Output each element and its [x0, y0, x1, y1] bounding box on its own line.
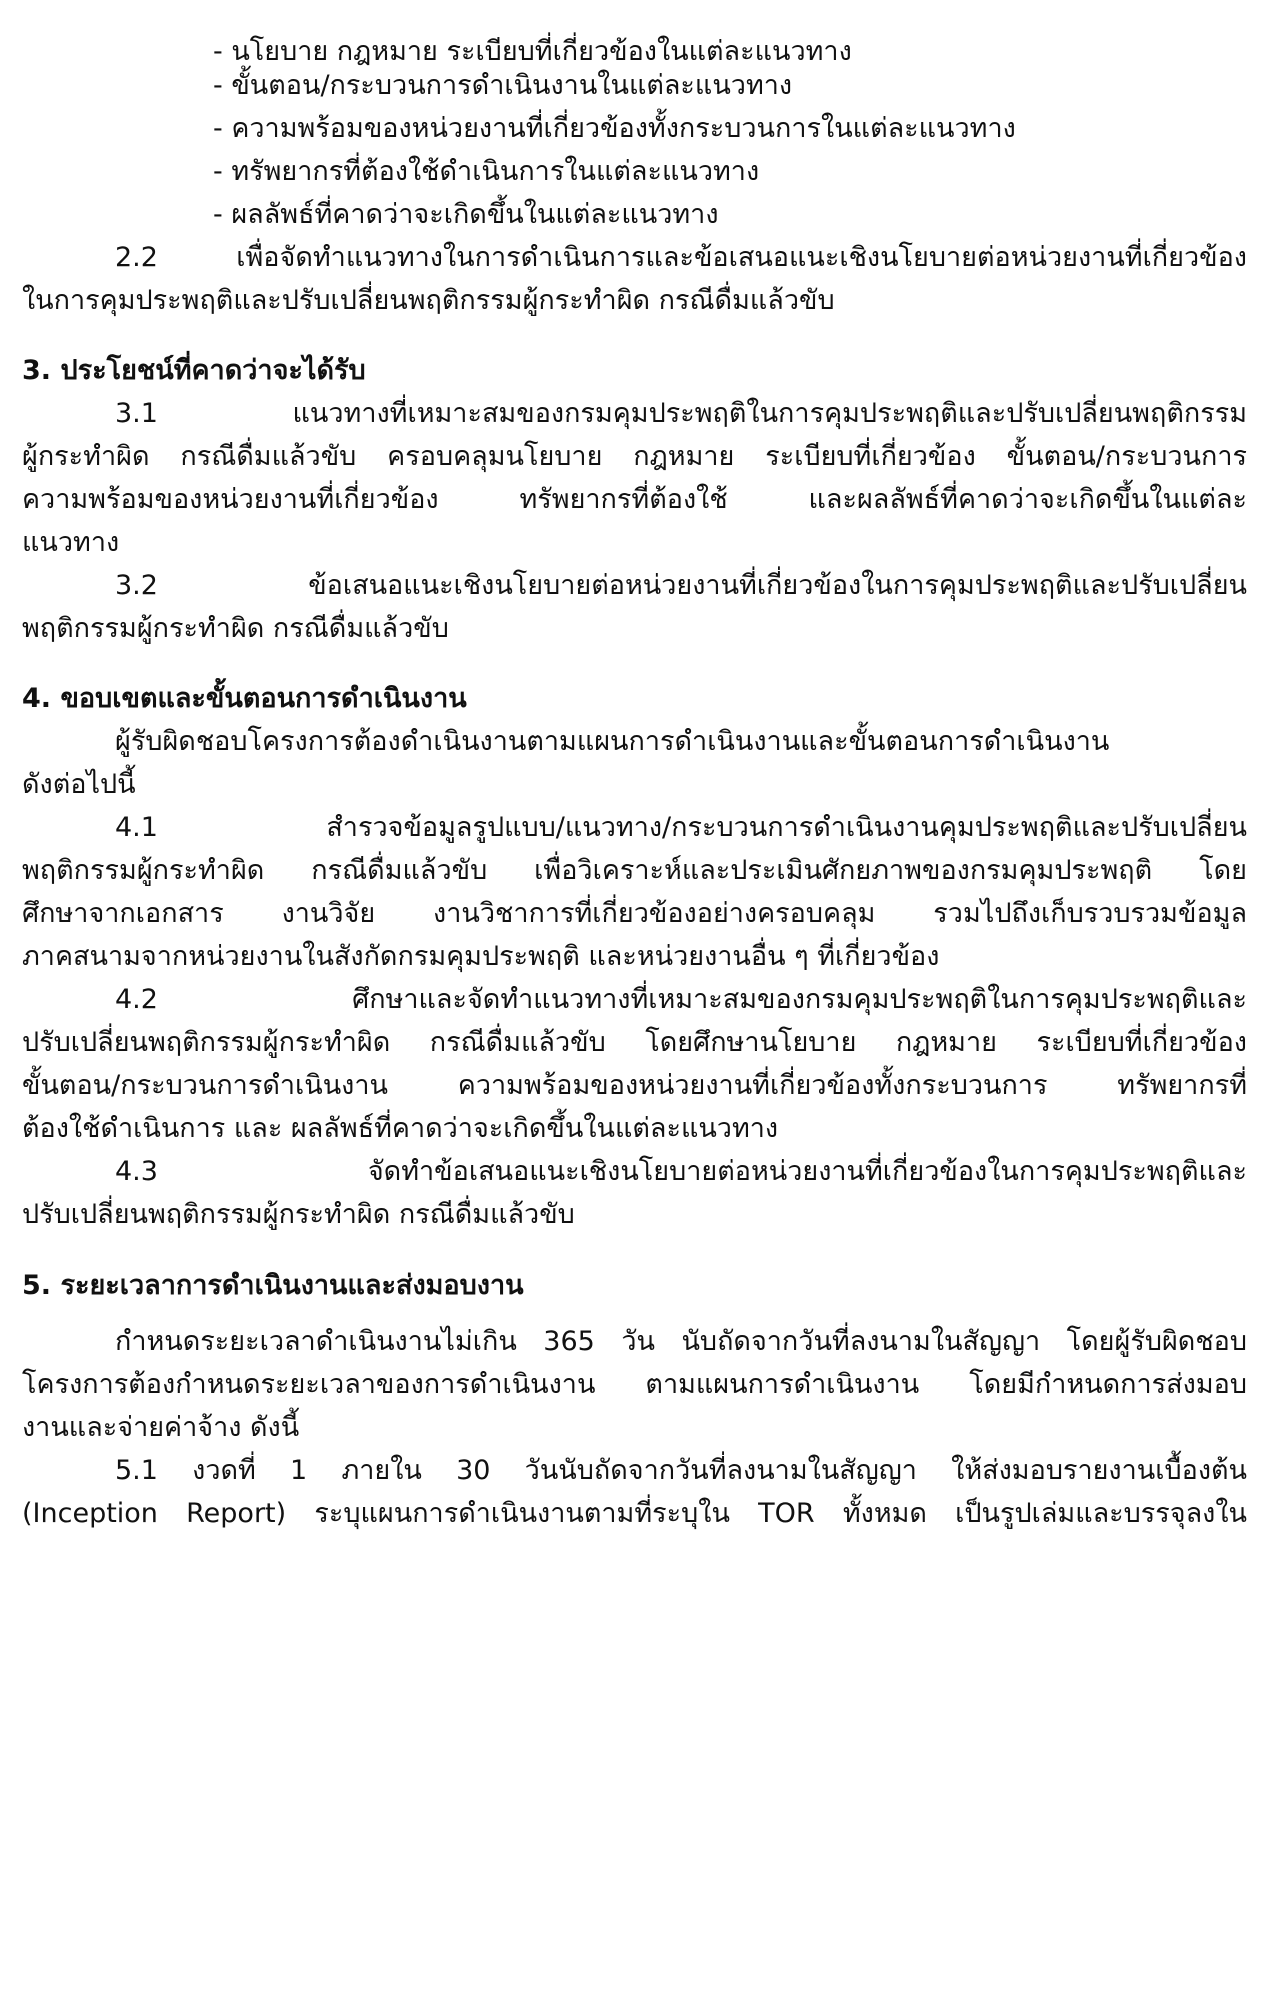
paragraph-5-1-line: (Inception Report) ระบุแผนการดำเนินงานตามที่ระบุใน TOR ทั้งหมด เป็นรูปเล่มและบรรจุลงใน — [22, 1498, 1247, 1529]
paragraph-4-intro-line: ผู้รับผิดชอบโครงการต้องดำเนินงานตามแผนการดำเนินงานและขั้นตอนการดำเนินงาน — [115, 726, 1110, 757]
paragraph-4-intro-line: ดังต่อไปนี้ — [22, 769, 136, 800]
paragraph-2-2-line: 2.2 เพื่อจัดทำแนวทางในการดำเนินการและข้อเสนอแนะเชิงนโยบายต่อหน่วยงานที่เกี่ยวข้อง — [115, 242, 1247, 273]
paragraph-4-1-line: ศึกษาจากเอกสาร งานวิจัย งานวิชาการที่เกี่ยวข้องอย่างครอบคลุม รวมไปถึงเก็บรวบรวมข้อมูล — [22, 898, 1247, 929]
bullet-item: - ความพร้อมของหน่วยงานที่เกี่ยวข้องทั้งกระบวนการในแต่ละแนวทาง — [213, 113, 1016, 144]
bullet-item: - ทรัพยากรที่ต้องใช้ดำเนินการในแต่ละแนวทาง — [213, 156, 760, 187]
paragraph-4-1-line: 4.1 สำรวจข้อมูลรูปแบบ/แนวทาง/กระบวนการดำเนินงานคุมประพฤติและปรับเปลี่ยน — [115, 812, 1247, 843]
section-5-heading: 5. ระยะเวลาการดำเนินงานและส่งมอบงาน — [22, 1270, 524, 1301]
paragraph-4-2-line: ขั้นตอน/กระบวนการดำเนินงาน ความพร้อมของหน่วยงานที่เกี่ยวข้องทั้งกระบวนการ ทรัพยากรที่ — [22, 1070, 1247, 1101]
bullet-item: - ขั้นตอน/กระบวนการดำเนินงานในแต่ละแนวทาง — [213, 70, 793, 101]
paragraph-2-2-line: ในการคุมประพฤติและปรับเปลี่ยนพฤติกรรมผู้กระทำผิด กรณีดื่มแล้วขับ — [22, 285, 835, 316]
paragraph-4-2-line: 4.2 ศึกษาและจัดทำแนวทางที่เหมาะสมของกรมคุมประพฤติในการคุมประพฤติและ — [115, 984, 1247, 1015]
paragraph-4-2-line: ต้องใช้ดำเนินการ และ ผลลัพธ์ที่คาดว่าจะเกิดขึ้นในแต่ละแนวทาง — [22, 1113, 779, 1144]
paragraph-3-1-line: ความพร้อมของหน่วยงานที่เกี่ยวข้อง ทรัพยากรที่ต้องใช้ และผลลัพธ์ที่คาดว่าจะเกิดขึ้นในแต่ละ — [22, 484, 1247, 515]
section-3-heading: 3. ประโยชน์ที่คาดว่าจะได้รับ — [22, 355, 366, 386]
paragraph-4-3-line: 4.3 จัดทำข้อเสนอแนะเชิงนโยบายต่อหน่วยงานที่เกี่ยวข้องในการคุมประพฤติและ — [115, 1156, 1247, 1187]
paragraph-5-intro-line: โครงการต้องกำหนดระยะเวลาของการดำเนินงาน ตามแผนการดำเนินงาน โดยมีกำหนดการส่งมอบ — [22, 1369, 1247, 1400]
paragraph-5-1-line: 5.1 งวดที่ 1 ภายใน 30 วันนับถัดจากวันที่ลงนามในสัญญา ให้ส่งมอบรายงานเบื้องต้น — [115, 1455, 1247, 1486]
paragraph-3-1-line: 3.1 แนวทางที่เหมาะสมของกรมคุมประพฤติในการคุมประพฤติและปรับเปลี่ยนพฤติกรรม — [115, 398, 1247, 429]
bullet-item: - ผลลัพธ์ที่คาดว่าจะเกิดขึ้นในแต่ละแนวทาง — [213, 199, 719, 230]
section-4-heading: 4. ขอบเขตและขั้นตอนการดำเนินงาน — [22, 683, 467, 714]
paragraph-4-1-line: พฤติกรรมผู้กระทำผิด กรณีดื่มแล้วขับ เพื่อวิเคราะห์และประเมินศักยภาพของกรมคุมประพฤติ โดย — [22, 855, 1247, 886]
paragraph-4-3-line: ปรับเปลี่ยนพฤติกรรมผู้กระทำผิด กรณีดื่มแล้วขับ — [22, 1199, 575, 1230]
paragraph-5-intro-line: กำหนดระยะเวลาดำเนินงานไม่เกิน 365 วัน นับถัดจากวันที่ลงนามในสัญญา โดยผู้รับผิดชอบ — [115, 1326, 1247, 1357]
paragraph-4-1-line: ภาคสนามจากหน่วยงานในสังกัดกรมคุมประพฤติ และหน่วยงานอื่น ๆ ที่เกี่ยวข้อง — [22, 941, 940, 972]
paragraph-3-1-line: ผู้กระทำผิด กรณีดื่มแล้วขับ ครอบคลุมนโยบาย กฎหมาย ระเบียบที่เกี่ยวข้อง ขั้นตอน/กระบวนการ — [22, 441, 1247, 472]
paragraph-3-2-line: 3.2 ข้อเสนอแนะเชิงนโยบายต่อหน่วยงานที่เกี่ยวข้องในการคุมประพฤติและปรับเปลี่ยน — [115, 570, 1247, 601]
paragraph-4-2-line: ปรับเปลี่ยนพฤติกรรมผู้กระทำผิด กรณีดื่มแล้วขับ โดยศึกษานโยบาย กฎหมาย ระเบียบที่เกี่ยวข้อง — [22, 1027, 1247, 1058]
paragraph-3-1-line: แนวทาง — [22, 527, 120, 558]
paragraph-3-2-line: พฤติกรรมผู้กระทำผิด กรณีดื่มแล้วขับ — [22, 613, 449, 644]
bullet-item: - นโยบาย กฎหมาย ระเบียบที่เกี่ยวข้องในแต่ละแนวทาง — [213, 36, 852, 67]
paragraph-5-intro-line: งานและจ่ายค่าจ้าง ดังนี้ — [22, 1412, 300, 1443]
